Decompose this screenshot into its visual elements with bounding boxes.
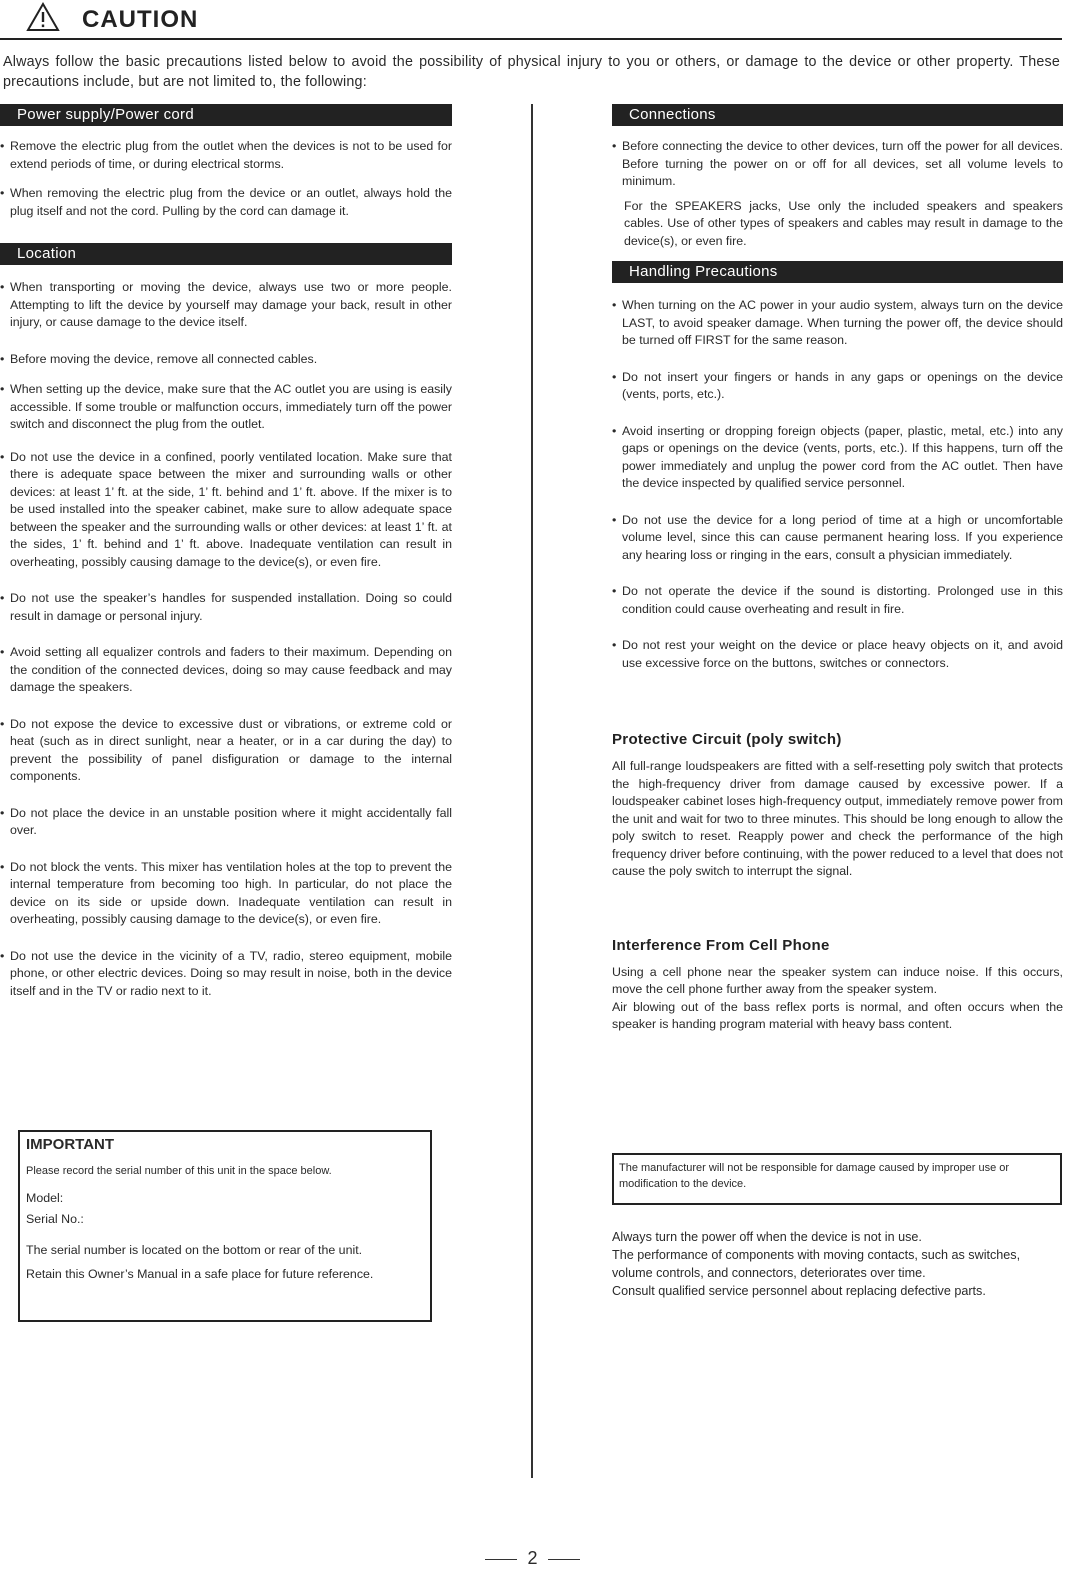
page-number-value: 2	[527, 1548, 538, 1568]
disclaimer-box: The manufacturer will not be responsible for damage caused by improper use or modification to the device.	[612, 1153, 1062, 1205]
right-column	[612, 104, 1063, 1034]
list-item: • Remove the electric plug from the outlet when the devices is not to be used for extend periods of time, or during electrical storms.	[0, 138, 452, 173]
connections-list	[612, 138, 1063, 191]
retain-note: Retain this Owner’s Manual in a safe place for future reference.	[26, 1266, 374, 1281]
list-item: • When transporting or moving the device, always use two or more people. Attempting to lift the device by yourself may damage your back, result in other injury, or cause damage to the device itself.	[0, 279, 452, 332]
list-item: • Do not use the device for a long period of time at a high or uncomfortable volume level, since this can cause permanent hearing loss. If you experience any hearing loss or ringing in the ears, consult a physician immediately.	[612, 512, 1063, 565]
section-header-connections: Connections	[612, 104, 1063, 126]
power-list	[0, 138, 452, 220]
important-box	[18, 1130, 432, 1322]
list-item: • Avoid inserting or dropping foreign objects (paper, plastic, metal, etc.) into any gaps or openings on the device (vents, ports, etc.). If this happens, turn off the power immediately and unplug the power cord from the AC outlet. Then have the device inspected by qualified service personnel.	[612, 423, 1063, 493]
left-column	[0, 104, 452, 1000]
protective-circuit-text: All full-range loudspeakers are fitted with a self-resetting poly switch that protects the high-frequency driver from damage caused by excessive power. If a loudspeaker cabinet loses high-frequency output, immediately remove power from the unit and wait for two to three minutes. This should be long enough to allow the poly switch to reset. Reapply power and check the performance of the high frequency driver before continuing, with the power reduced to a level that does not cause the poly switch to interrupt the signal.	[612, 759, 1063, 878]
interference-heading: Interference From Cell Phone	[612, 936, 830, 954]
section-header-location: Location	[0, 243, 452, 265]
serial-label: Serial No.:	[26, 1211, 84, 1226]
list-item: • Do not place the device in an unstable position where it might accidentally fall over.	[0, 805, 452, 840]
list-item: • Before connecting the device to other devices, turn off the power for all devices. Before turning the power on or off for all devices, set all volume levels to minimum.	[612, 138, 1063, 191]
list-item: • Do not use the device in a confined, poorly ventilated location. Make sure that there is adequate space between the mixer and surrounding walls or other devices: at least 1’ ft. at the side, 1’ ft. behind and 1’ ft. above. If the mixer is to be used installed into the speaker cabinet, make sure to allow adequate space between the speaker and the surrounding walls or other devices: at least 1’ ft. at the sides, 1’ ft. behind and 1’ ft. above. Inadequate ventilation can result in overheating, possibly causing damage to the device(s), or even fire.	[0, 449, 452, 572]
list-item: • Before moving the device, remove all connected cables.	[0, 351, 452, 369]
list-item: • When removing the electric plug from the device or an outlet, always hold the plug itself and not the cord. Pulling by the cord can damage it.	[0, 185, 452, 220]
important-title: IMPORTANT	[26, 1136, 115, 1153]
interference-text-2: Air blowing out of the bass reflex ports is normal, and often occurs when the speaker is handing program material with heavy bass content.	[612, 999, 1063, 1031]
list-item: • Do not use the speaker’s handles for suspended installation. Doing so could result in damage or personal injury.	[0, 590, 452, 625]
list-item: • When setting up the device, make sure that the AC outlet you are using is easily accessible. If some trouble or malfunction occurs, immediately turn off the power switch and disconnect the plug from the outlet.	[0, 381, 452, 434]
page-header	[0, 0, 1062, 40]
list-item: • Do not use the device in the vicinity of a TV, radio, stereo equipment, mobile phone, or other electric devices. Doing so may result in noise, both in the device itself and in the TV or radio next to it.	[0, 948, 452, 1001]
page-number-dash	[485, 1559, 517, 1560]
list-item: • When turning on the AC power in your audio system, always turn on the device LAST, to avoid speaker damage. When turning the power off, the device should be turned off FIRST for the same reason.	[612, 297, 1063, 350]
handling-list	[612, 297, 1063, 672]
list-item: • Do not block the vents. This mixer has ventilation holes at the top to prevent the internal temperature from becoming too high. In particular, do not place the device on its side or upside down. Inadequate ventilation can result in overheating, possibly causing damage to the device(s), or even fire.	[0, 859, 452, 929]
page-number-dash	[548, 1559, 580, 1560]
footer-notes	[612, 1228, 1063, 1300]
intro-paragraph: Always follow the basic precautions listed below to avoid the possibility of physical injury to you or others, or damage to the device or other property. These precautions include, but are not limited to, the following:	[3, 54, 1060, 90]
section-header-handling: Handling Precautions	[612, 261, 1063, 283]
list-item: • Avoid setting all equalizer controls and faders to their maximum. Depending on the condition of the connected devices, doing so may cause feedback and may damage the speakers.	[0, 644, 452, 697]
page-number	[0, 1548, 1065, 1569]
protective-circuit-heading: Protective Circuit (poly switch)	[612, 731, 842, 748]
important-note: Please record the serial number of this unit in the space below.	[26, 1165, 332, 1177]
speakers-jack-note: For the SPEAKERS jacks, Use only the included speakers and speakers cables. Use of other types of speakers and cables may result in damage to the device(s), or even fire.	[624, 198, 1063, 248]
interference-text-1: Using a cell phone near the speaker system can induce noise. If this occurs, move the cell phone further away from the speaker system.	[612, 964, 1063, 996]
list-item: • Do not expose the device to excessive dust or vibrations, or extreme cold or heat (such as in direct sunlight, near a heater, or in a car during the day) to prevent the possibility of panel disfiguration or damage to the internal components.	[0, 716, 452, 786]
location-list	[0, 279, 452, 1000]
footer-line: Consult qualified service personnel about replacing defective parts.	[612, 1284, 986, 1298]
column-divider	[531, 104, 533, 1478]
list-item: • Do not operate the device if the sound is distorting. Prolonged use in this condition could cause overheating and result in fire.	[612, 583, 1063, 618]
model-label: Model:	[26, 1191, 64, 1205]
warning-triangle-icon	[26, 2, 60, 32]
list-item: • Do not rest your weight on the device or place heavy objects on it, and avoid use excessive force on the buttons, switches or connectors.	[612, 637, 1063, 672]
section-header-power: Power supply/Power cord	[0, 104, 452, 126]
serial-location-note: The serial number is located on the bottom or rear of the unit.	[26, 1243, 363, 1257]
list-item: • Do not insert your fingers or hands in any gaps or openings on the device (vents, ports, etc.).	[612, 369, 1063, 404]
page-title: CAUTION	[82, 6, 199, 33]
footer-line: Always turn the power off when the device is not in use.	[612, 1230, 922, 1244]
footer-line: The performance of components with moving contacts, such as switches, volume controls, and connectors, deteriorates over time.	[612, 1248, 1021, 1280]
